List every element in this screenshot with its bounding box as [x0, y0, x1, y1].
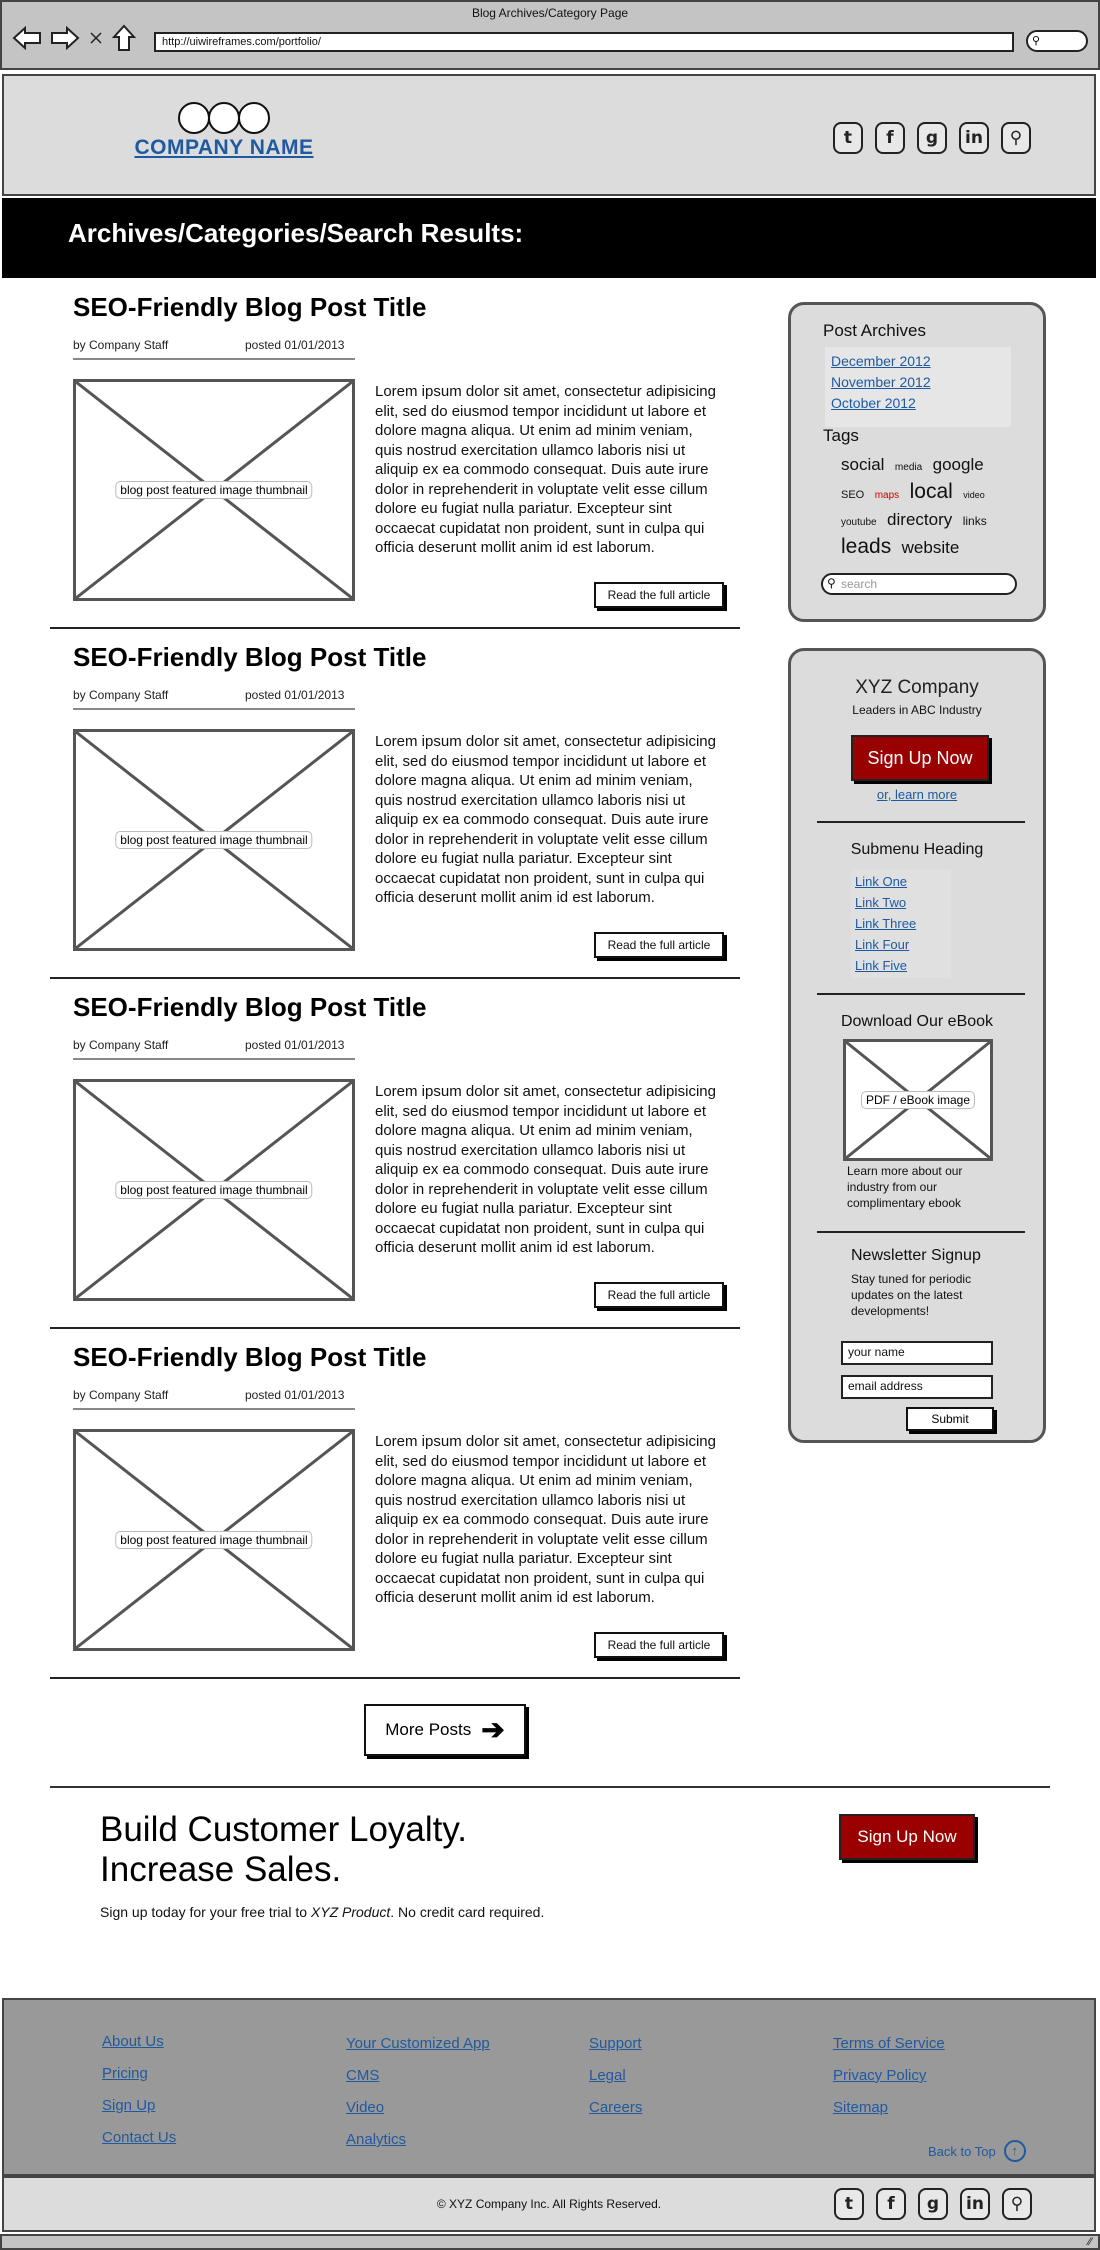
post-author: by Company Staff — [73, 338, 169, 352]
post-excerpt: Lorem ipsum dolor sit amet, consectetur adipisicing elit, sed do eiusmod tempor incididunt ut labore et dolore magna aliqua. Ut enim ad minim veniam, quis nostrud exercitation ullamco laboris nisi ut aliquip ex ea commodo consequat. Duis aute irure dolor in reprehenderit in voluptate velit esse cillum dolore eu fugiat nulla pariatur. Excepteur sint occaecat cupidatat non proident, sunt in culpa qui officia deserunt mollit anim id est laborum. — [375, 383, 716, 556]
tag[interactable]: google — [932, 455, 984, 474]
page-banner — [2, 198, 1096, 278]
ebook-heading: Download Our eBook — [840, 1013, 994, 1030]
logo[interactable] — [124, 102, 324, 160]
linkedin-icon[interactable]: in — [959, 122, 989, 154]
blog-post — [50, 280, 740, 630]
tag[interactable]: links — [962, 514, 987, 528]
blog-post — [50, 630, 740, 980]
footer-link[interactable]: Privacy Policy — [833, 2067, 927, 2084]
post-date: posted 01/01/2013 — [245, 1038, 345, 1052]
footer-link[interactable]: Sign Up — [102, 2097, 156, 2114]
submenu-link[interactable]: Link Four — [855, 937, 910, 952]
home-icon[interactable] — [112, 24, 136, 52]
thumbnail-label: blog post featured image thumbnail — [115, 1531, 312, 1549]
post-title[interactable]: SEO-Friendly Blog Post Title — [73, 1342, 427, 1372]
newsletter-heading: Newsletter Signup — [851, 1247, 981, 1264]
linkedin-icon[interactable]: in — [960, 2188, 990, 2220]
read-full-article-button[interactable]: Read the full article — [594, 1282, 724, 1308]
google-icon[interactable]: g — [917, 122, 947, 154]
post-title[interactable]: SEO-Friendly Blog Post Title — [73, 292, 427, 322]
tag[interactable]: maps — [874, 490, 900, 501]
thumbnail-label: blog post featured image thumbnail — [115, 1181, 312, 1199]
more-posts-button[interactable] — [364, 1704, 526, 1756]
newsletter-name-input[interactable]: your name — [841, 1341, 993, 1365]
arrow-up-circle-icon: ↑ — [1004, 2140, 1026, 2162]
divider — [73, 358, 355, 360]
url-bar[interactable]: http://uiwireframes.com/portfolio/ — [154, 32, 1014, 52]
tags-heading: Tags — [823, 426, 859, 445]
footer-link[interactable]: Legal — [589, 2067, 626, 2084]
cta-heading-line-1: Build Customer Loyalty. — [100, 1810, 468, 1849]
post-excerpt: Lorem ipsum dolor sit amet, consectetur adipisicing elit, sed do eiusmod tempor incididunt ut labore et dolore magna aliqua. Ut enim ad minim veniam, quis nostrud exercitation ullamco laboris nisi ut aliquip ex ea commodo consequat. Duis aute irure dolor in reprehenderit in voluptate velit esse cillum dolore eu fugiat nulla pariatur. Excepteur sint occaecat cupidatat non proident, sunt in culpa qui officia deserunt mollit anim id est laborum. — [375, 1433, 716, 1606]
company-name[interactable]: COMPANY NAME — [134, 136, 314, 159]
facebook-icon[interactable]: f — [876, 2188, 906, 2220]
footer-link[interactable]: Your Customized App — [346, 2035, 490, 2052]
learn-more-link[interactable]: or, learn more — [876, 787, 958, 802]
tag[interactable]: youtube — [841, 517, 877, 528]
ebook-image[interactable] — [843, 1039, 993, 1161]
post-thumbnail[interactable] — [73, 729, 355, 951]
thumbnail-label: blog post featured image thumbnail — [115, 481, 312, 499]
back-to-top-link[interactable] — [928, 2140, 1026, 2162]
blog-post — [50, 1330, 740, 1680]
footer-link[interactable]: Careers — [589, 2099, 643, 2116]
footer-link[interactable]: Analytics — [346, 2131, 407, 2148]
twitter-icon[interactable]: t — [834, 2188, 864, 2220]
forward-arrow-icon[interactable] — [50, 26, 80, 50]
copyright-bar — [2, 2176, 1096, 2232]
post-date: posted 01/01/2013 — [245, 688, 345, 702]
promo-tagline: Leaders in ABC Industry — [852, 703, 982, 717]
tag-cloud — [841, 453, 1011, 561]
post-date: posted 01/01/2013 — [245, 338, 345, 352]
cta-heading-line-2: Increase Sales. — [100, 1850, 342, 1889]
pin-icon[interactable]: ⚲ — [1002, 2188, 1032, 2220]
footer-link[interactable]: CMS — [346, 2067, 380, 2084]
tag[interactable]: media — [894, 462, 923, 473]
divider — [50, 1327, 740, 1329]
tag[interactable]: leads — [841, 535, 892, 558]
read-full-article-button[interactable]: Read the full article — [594, 582, 724, 608]
footer-link[interactable]: About Us — [102, 2033, 164, 2050]
divider — [50, 1677, 740, 1679]
newsletter-submit-button[interactable]: Submit — [906, 1407, 994, 1431]
post-author: by Company Staff — [73, 688, 169, 702]
resize-grip-icon[interactable]: ∕∕ — [1088, 2236, 1092, 2248]
archive-link[interactable]: December 2012 — [831, 353, 931, 369]
submenu-link[interactable]: Link Two — [855, 895, 907, 910]
site-header — [2, 74, 1096, 196]
footer-column — [589, 2028, 642, 2124]
search-placeholder: search — [841, 577, 878, 591]
facebook-icon[interactable]: f — [875, 122, 905, 154]
archive-list — [825, 347, 1011, 427]
cta-product-name: XYZ Product — [310, 1904, 391, 1920]
divider — [817, 821, 1025, 823]
window-title: Blog Archives/Category Page — [471, 6, 629, 20]
newsletter-email-input[interactable]: email address — [841, 1375, 993, 1399]
post-thumbnail[interactable] — [73, 379, 355, 601]
blog-post — [50, 980, 740, 1330]
tag[interactable]: directory — [887, 510, 953, 529]
browser-search-field[interactable] — [1026, 30, 1088, 52]
search-icon: ⚲ — [827, 576, 836, 590]
divider — [817, 993, 1025, 995]
submenu-link[interactable]: Link Five — [855, 958, 908, 973]
back-to-top-label: Back to Top — [928, 2143, 996, 2159]
read-full-article-button[interactable]: Read the full article — [594, 1632, 724, 1658]
submenu-link[interactable]: Link Three — [855, 916, 917, 931]
cta-signup-button[interactable]: Sign Up Now — [839, 1814, 975, 1860]
archives-heading: Post Archives — [823, 321, 926, 340]
arrow-right-icon: ➔ — [481, 1714, 505, 1745]
back-arrow-icon[interactable] — [12, 26, 42, 50]
submenu-heading: Submenu Heading — [850, 841, 984, 858]
sidebar-archives-panel — [788, 302, 1046, 622]
browser-chrome — [0, 0, 1100, 70]
page-title: Archives/Categories/Search Results: — [68, 218, 524, 248]
archive-link[interactable]: November 2012 — [831, 374, 931, 390]
archive-link[interactable]: October 2012 — [831, 395, 916, 411]
thumbnail-label: blog post featured image thumbnail — [115, 831, 312, 849]
footer-column — [102, 2026, 176, 2154]
divider — [50, 977, 740, 979]
close-x-icon[interactable] — [88, 26, 104, 50]
search-icon: ⚲ — [1032, 35, 1041, 47]
post-title[interactable]: SEO-Friendly Blog Post Title — [73, 642, 427, 672]
post-author: by Company Staff — [73, 1038, 169, 1052]
header-social-icons — [833, 122, 1031, 154]
copyright-text: © XYZ Company Inc. All Rights Reserved. — [436, 2197, 662, 2211]
divider — [817, 1231, 1025, 1233]
post-thumbnail[interactable] — [73, 1079, 355, 1301]
post-date: posted 01/01/2013 — [245, 1388, 345, 1402]
read-full-article-button[interactable]: Read the full article — [594, 932, 724, 958]
post-excerpt: Lorem ipsum dolor sit amet, consectetur adipisicing elit, sed do eiusmod tempor incididunt ut labore et dolore magna aliqua. Ut enim ad minim veniam, quis nostrud exercitation ullamco laboris nisi ut aliquip ex ea commodo consequat. Duis aute irure dolor in reprehenderit in voluptate velit esse cillum dolore eu fugiat nulla pariatur. Excepteur sint occaecat cupidatat non proident, sunt in culpa qui officia deserunt mollit anim id est laborum. — [375, 733, 716, 906]
footer-link[interactable]: Video — [346, 2099, 385, 2116]
footer-link[interactable]: Pricing — [102, 2065, 148, 2082]
post-author: by Company Staff — [73, 1388, 169, 1402]
more-posts-label: More Posts — [385, 1720, 472, 1739]
ebook-description: Learn more about our industry from our complimentary ebook — [847, 1164, 963, 1210]
tag[interactable]: website — [901, 538, 960, 557]
post-title[interactable]: SEO-Friendly Blog Post Title — [73, 992, 427, 1022]
newsletter-description: Stay tuned for periodic updates on the latest developments! — [851, 1272, 972, 1318]
promo-company: XYZ Company — [855, 677, 979, 698]
pin-icon[interactable]: ⚲ — [1001, 122, 1031, 154]
sidebar-signup-button[interactable]: Sign Up Now — [851, 735, 989, 781]
tag[interactable]: SEO — [841, 489, 865, 501]
cta-heading — [100, 1810, 467, 1890]
footer-column — [833, 2028, 945, 2124]
tag[interactable]: social — [841, 455, 885, 474]
cta-subtext-suffix: . No credit card required. — [390, 1904, 545, 1920]
submenu-list — [851, 869, 951, 978]
divider — [73, 1058, 355, 1060]
browser-status-bar — [0, 2234, 1100, 2250]
divider — [50, 1786, 1050, 1788]
post-excerpt: Lorem ipsum dolor sit amet, consectetur adipisicing elit, sed do eiusmod tempor incididunt ut labore et dolore magna aliqua. Ut enim ad minim veniam, quis nostrud exercitation ullamco laboris nisi ut aliquip ex ea commodo consequat. Duis aute irure dolor in reprehenderit in voluptate velit esse cillum dolore eu fugiat nulla pariatur. Excepteur sint occaecat cupidatat non proident, sunt in culpa qui officia deserunt mollit anim id est laborum. — [375, 1083, 716, 1256]
footer-link[interactable]: Sitemap — [833, 2099, 889, 2116]
divider — [50, 627, 740, 629]
sidebar-promo-panel — [788, 648, 1046, 1443]
submenu-link[interactable]: Link One — [855, 874, 908, 889]
divider — [73, 1408, 355, 1410]
footer-link[interactable]: Support — [589, 2035, 642, 2052]
site-footer — [2, 1998, 1096, 2176]
cta-subtext — [100, 1904, 544, 1920]
google-icon[interactable]: g — [918, 2188, 948, 2220]
post-thumbnail[interactable] — [73, 1429, 355, 1651]
footer-column — [346, 2028, 490, 2156]
tag[interactable]: video — [963, 490, 985, 500]
sidebar-search-input[interactable] — [821, 573, 1017, 595]
ebook-image-label: PDF / eBook image — [861, 1091, 975, 1109]
logo-mark-icon — [124, 102, 324, 134]
cta-subtext-prefix: Sign up today for your free trial to — [100, 1904, 311, 1920]
footer-link[interactable]: Terms of Service — [833, 2035, 945, 2052]
tag[interactable]: local — [909, 480, 953, 503]
footer-link[interactable]: Contact Us — [102, 2129, 177, 2146]
twitter-icon[interactable]: t — [833, 122, 863, 154]
footer-social-icons — [834, 2188, 1032, 2220]
divider — [73, 708, 355, 710]
